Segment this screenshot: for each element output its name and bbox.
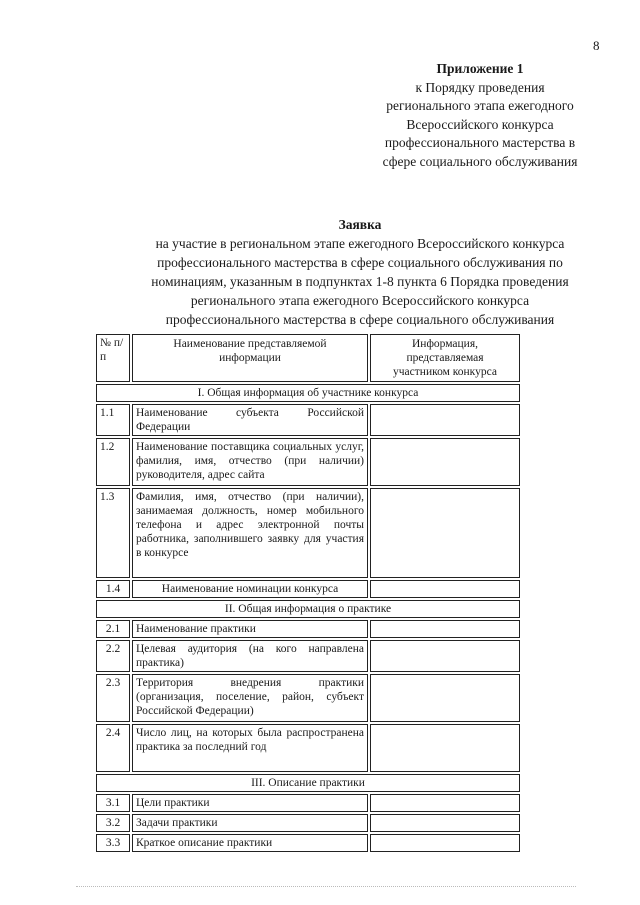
row-answer-field[interactable] (370, 640, 520, 672)
appendix-line: Всероссийского конкурса (406, 116, 554, 132)
row-number: 3.3 (96, 834, 130, 852)
form-heading (60, 215, 640, 329)
row-answer-field[interactable] (370, 620, 520, 638)
row-number: 3.1 (96, 794, 130, 812)
row-answer-field[interactable] (370, 404, 520, 436)
table-row (96, 674, 520, 722)
row-number: 2.1 (96, 620, 130, 638)
appendix-line: профессионального мастерства в (384, 135, 576, 150)
bottom-divider (76, 886, 576, 887)
header-info: Информация, представляемая участником конкурса (370, 334, 520, 382)
row-answer-field[interactable] (370, 674, 520, 722)
row-label: Наименование субъекта Российской Федерации (132, 404, 368, 436)
form-subtitle-line: номинациям, указанным в подпунктах 1-8 пункта 6 Порядка проведения (151, 274, 569, 289)
section-title: II. Общая информация о практике (96, 600, 520, 618)
appendix-title: Приложение 1 (436, 61, 524, 76)
row-label: Наименование поставщика социальных услуг, фамилия, имя, отчество (при наличии) руководителя, адрес сайта (132, 438, 368, 486)
row-number: 3.2 (96, 814, 130, 832)
form-subtitle-line: профессионального мастерства в сфере социального обслуживания по (157, 255, 563, 270)
appendix-header (360, 60, 600, 171)
row-answer-field[interactable] (370, 488, 520, 578)
form-subtitle-line: регионального этапа ежегодного Всероссийского конкурса (190, 293, 530, 308)
row-label: Территория внедрения практики (организация, поселение, район, субъект Российской Федерации) (132, 674, 368, 722)
section-title: I. Общая информация об участнике конкурса (96, 384, 520, 402)
row-number: 2.4 (96, 724, 130, 772)
row-label: Целевая аудитория (на кого направлена практика) (132, 640, 368, 672)
row-label: Краткое описание практики (132, 834, 368, 852)
row-label: Задачи практики (132, 814, 368, 832)
form-subtitle-line: профессионального мастерства в сфере социального обслуживания (165, 312, 555, 327)
row-answer-field[interactable] (370, 580, 520, 598)
row-label: Цели практики (132, 794, 368, 812)
appendix-line: к Порядку проведения (415, 79, 545, 95)
header-name: Наименование представляемой информации (132, 334, 368, 382)
row-answer-field[interactable] (370, 438, 520, 486)
form-title: Заявка (338, 217, 382, 232)
section-row (96, 384, 520, 402)
row-label: Наименование практики (132, 620, 368, 638)
row-number: 1.1 (96, 404, 130, 436)
row-answer-field[interactable] (370, 724, 520, 772)
section-row (96, 600, 520, 618)
row-number: 2.3 (96, 674, 130, 722)
table-row (96, 794, 520, 812)
table-row (96, 620, 520, 638)
row-label: Число лиц, на которых была распространена практика за последний год (132, 724, 368, 772)
form-subtitle-line: на участие в региональном этапе ежегодного Всероссийского конкурса (155, 236, 565, 251)
row-label: Фамилия, имя, отчество (при наличии), занимаемая должность, номер мобильного телефона и адрес электронной почты работника, заполнившего заявку для участия в конкурсе (132, 488, 368, 578)
row-answer-field[interactable] (370, 814, 520, 832)
row-number: 1.2 (96, 438, 130, 486)
table-row (96, 814, 520, 832)
table-header-row (96, 334, 520, 382)
row-label: Наименование номинации конкурса (132, 580, 368, 598)
section-title: III. Описание практики (96, 774, 520, 792)
table-row (96, 438, 520, 486)
application-table (94, 332, 522, 854)
table-row (96, 640, 520, 672)
row-number: 2.2 (96, 640, 130, 672)
table-body (96, 334, 520, 852)
table-row (96, 580, 520, 598)
page-number: 8 (593, 38, 600, 53)
row-answer-field[interactable] (370, 794, 520, 812)
row-answer-field[interactable] (370, 834, 520, 852)
table-row (96, 834, 520, 852)
section-row (96, 774, 520, 792)
appendix-line: сфере социального обслуживания (382, 153, 578, 169)
table-row (96, 488, 520, 578)
appendix-line: регионального этапа ежегодного (386, 98, 574, 113)
row-number: 1.3 (96, 488, 130, 578)
header-num: № п/п (96, 334, 130, 382)
table-row (96, 724, 520, 772)
row-number: 1.4 (96, 580, 130, 598)
table-row (96, 404, 520, 436)
